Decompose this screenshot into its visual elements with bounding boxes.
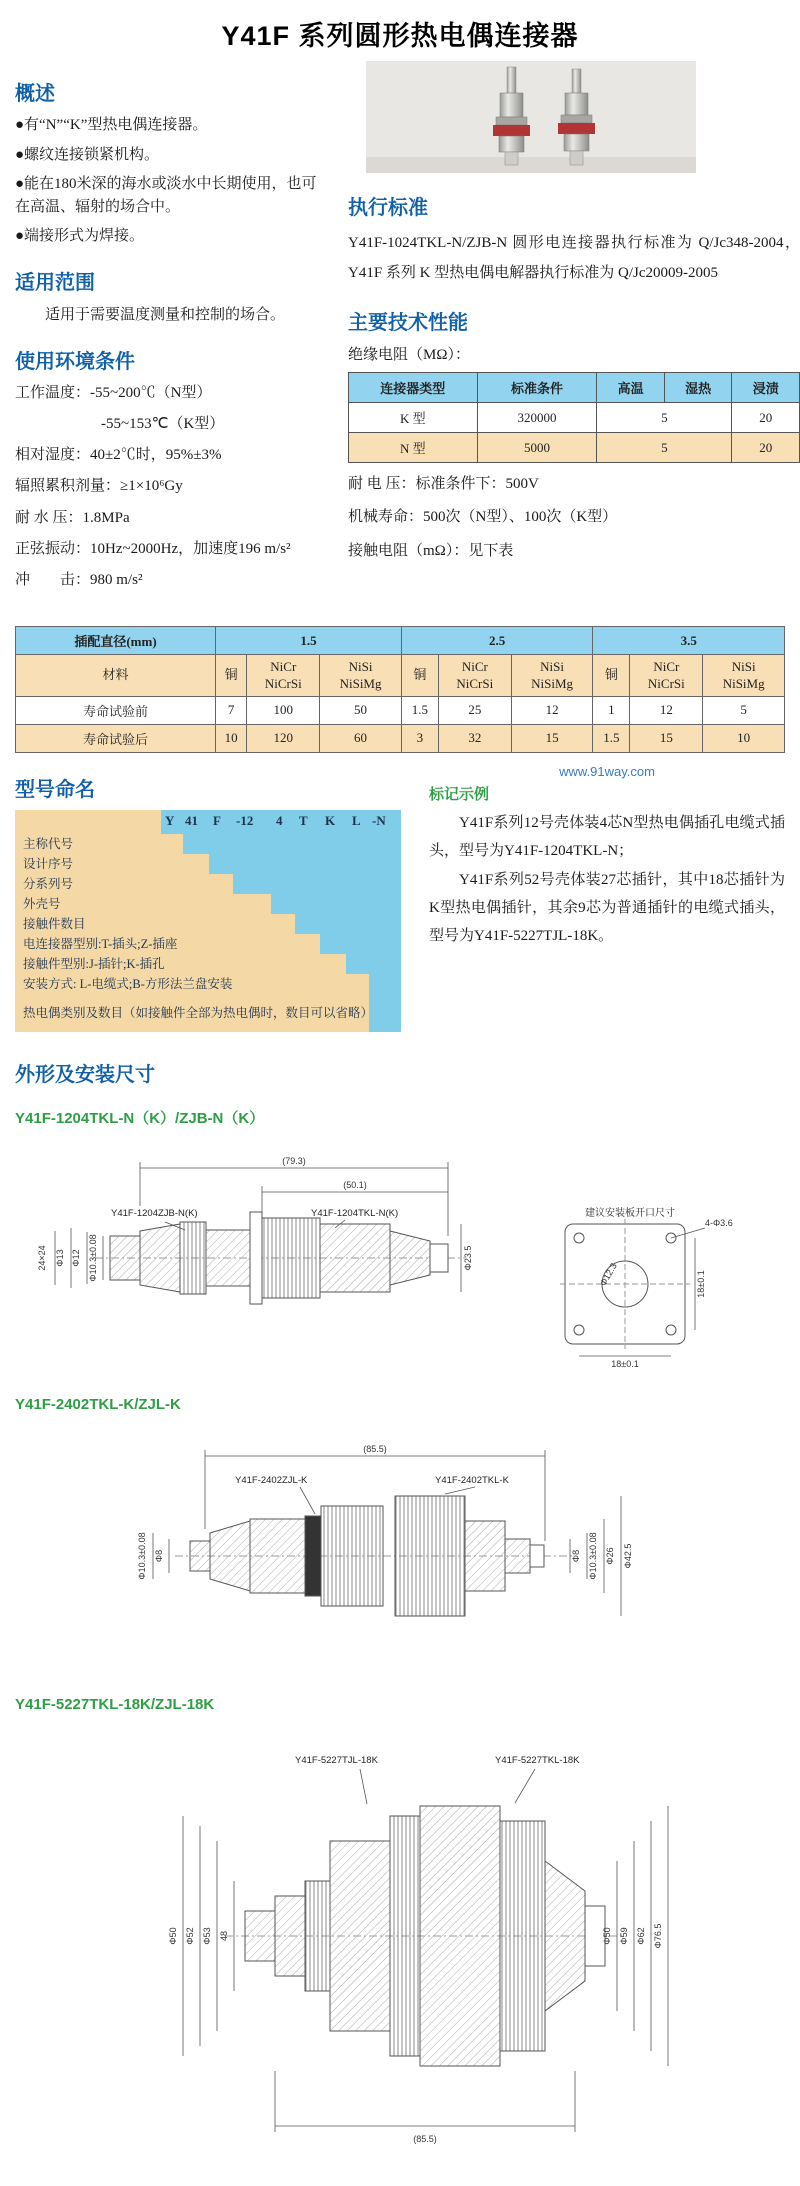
technical-drawing-2402 bbox=[75, 1421, 695, 1671]
env-label: 冲 击： bbox=[15, 572, 91, 588]
model-naming-diagram bbox=[15, 810, 401, 1032]
diagram-label: 外壳号 bbox=[15, 894, 271, 914]
col-header: 浸渍 bbox=[732, 373, 800, 403]
cell: 50 bbox=[320, 696, 402, 724]
material-line: NiCr bbox=[653, 659, 680, 675]
code-char: -12 bbox=[236, 812, 254, 828]
panel-width-dim: 18±0.1 bbox=[611, 1358, 639, 1369]
connector-outline bbox=[175, 1496, 575, 1616]
right-dim: Φ76.5 bbox=[653, 1923, 663, 1949]
table-row bbox=[16, 724, 785, 752]
drawing-label-left: Y41F-5227TJL-18K bbox=[295, 1754, 378, 1766]
right-dim: Φ42.5 bbox=[623, 1543, 633, 1569]
cell: 12 bbox=[511, 696, 593, 724]
left-dim: Φ50 bbox=[168, 1927, 178, 1945]
cell: 3.5 bbox=[593, 627, 785, 655]
cell bbox=[511, 655, 593, 697]
standards-heading: 执行标准 bbox=[348, 197, 428, 219]
dim-overall: (85.5) bbox=[363, 1443, 387, 1454]
diagram-row bbox=[15, 854, 401, 874]
naming-diagram-column bbox=[15, 755, 415, 1032]
env-value: 980 m/s² bbox=[90, 572, 143, 588]
diagram-row bbox=[15, 954, 401, 974]
diagram-row bbox=[15, 894, 401, 914]
insulation-label: 绝缘电阻（MΩ）： bbox=[348, 347, 470, 363]
diagram-row bbox=[15, 874, 401, 894]
material-line: NiCr bbox=[461, 659, 488, 675]
cell: 20 bbox=[732, 403, 800, 433]
cell: 2.5 bbox=[401, 627, 593, 655]
cell: 材料 bbox=[16, 655, 216, 697]
cell: 寿命试验前 bbox=[16, 696, 216, 724]
left-dim: Φ8 bbox=[154, 1549, 164, 1562]
cell: 5 bbox=[597, 403, 732, 433]
cell: 15 bbox=[511, 724, 593, 752]
env-value: -55~153℃（K型） bbox=[101, 415, 225, 432]
drawing-block-2 bbox=[15, 1396, 785, 1676]
diagram-row bbox=[15, 974, 401, 994]
env-item bbox=[15, 413, 320, 436]
contact-resistance-table bbox=[15, 626, 785, 753]
table-material-row bbox=[16, 655, 785, 697]
cell: 插配直径(mm) bbox=[16, 627, 216, 655]
product-photo bbox=[366, 61, 696, 173]
cell: 100 bbox=[247, 696, 320, 724]
overview-bullet: ●有“N”“K”型热电偶连接器。 bbox=[15, 117, 208, 133]
cell: 10 bbox=[703, 724, 785, 752]
material-line: NiCrSi bbox=[264, 675, 302, 691]
material-line: NiSiMg bbox=[531, 675, 574, 691]
application-text: 适用于需要温度测量和控制的场合。 bbox=[45, 306, 286, 323]
drawing-subtitle: Y41F-2402TKL-K/ZJL-K bbox=[15, 1395, 181, 1413]
material-line: NiSiMg bbox=[339, 675, 382, 691]
panel-caption: 建议安装板开口尺寸 bbox=[585, 1207, 675, 1219]
cell: 寿命试验后 bbox=[16, 724, 216, 752]
diagram-bar bbox=[15, 810, 161, 834]
connector-outline bbox=[225, 1806, 625, 2066]
note-line: 耐 电 压：标准条件下：500V bbox=[348, 476, 539, 492]
table-header-row bbox=[16, 627, 785, 655]
environment-heading: 使用环境条件 bbox=[15, 350, 135, 373]
drawing-subtitle: Y41F-5227TKL-18K/ZJL-18K bbox=[15, 1695, 215, 1713]
panel-height-dim: 18±0.1 bbox=[696, 1270, 706, 1298]
note-line: 接触电阻（mΩ）：见下表 bbox=[348, 542, 514, 559]
drawing-label-right: Y41F-2402TKL-K bbox=[435, 1474, 509, 1486]
diagram-label: 接触件型别:J-插针;K-插孔 bbox=[15, 954, 346, 974]
dim-overall: (79.3) bbox=[282, 1155, 306, 1166]
overview-bullet: ●螺纹连接锁紧机构。 bbox=[15, 146, 160, 163]
drawing-block-3 bbox=[15, 1696, 785, 2156]
cell: 5 bbox=[703, 696, 785, 724]
note-line: 机械寿命：500次（N型）、100次（K型） bbox=[348, 509, 618, 526]
panel-hole-dim: 4-Φ3.6 bbox=[705, 1217, 733, 1228]
technical-drawing-5227 bbox=[105, 1721, 725, 2151]
page-title: Y41F 系列圆形热电偶连接器 bbox=[221, 21, 579, 51]
cell: 1 bbox=[593, 696, 630, 724]
insulation-table bbox=[348, 372, 800, 463]
diagram-label: 安装方式: L-电缆式;B-方形法兰盘安装 bbox=[15, 974, 369, 994]
drawing-label-left: Y41F-1204ZJB-N(K) bbox=[111, 1207, 198, 1219]
performance-heading: 主要技术性能 bbox=[348, 312, 468, 334]
cell: 1.5 bbox=[216, 627, 402, 655]
cell: 15 bbox=[630, 724, 703, 752]
right-dim: Φ8 bbox=[571, 1549, 581, 1562]
cell: 铜 bbox=[216, 655, 247, 697]
code-char: -N bbox=[372, 812, 386, 828]
env-value: 10Hz~2000Hz，加速度196 m/s² bbox=[90, 540, 291, 557]
left-dim: 24×24 bbox=[37, 1245, 47, 1271]
code-char: L bbox=[352, 812, 361, 828]
naming-section bbox=[15, 755, 785, 1032]
performance-notes bbox=[348, 473, 800, 563]
panel-center-dim: Φ12.3 bbox=[597, 1261, 619, 1288]
marking-example-column bbox=[415, 755, 785, 1032]
cell bbox=[247, 655, 320, 697]
code-char: F bbox=[213, 812, 221, 828]
code-row bbox=[15, 810, 401, 834]
connector-outline bbox=[95, 1212, 465, 1304]
cell: 1.5 bbox=[401, 696, 438, 724]
overview-bullet: ●能在180米深的海水或淡水中长期使用，也可在高温、辐射的场合中。 bbox=[15, 176, 317, 215]
cell: 32 bbox=[438, 724, 511, 752]
cell bbox=[703, 655, 785, 697]
col-header: 高温 bbox=[597, 373, 665, 403]
material-line: NiSi bbox=[540, 659, 564, 675]
right-dim: Φ23.5 bbox=[463, 1245, 473, 1271]
left-dim: Φ10.3±0.08 bbox=[88, 1234, 98, 1282]
material-line: NiSi bbox=[731, 659, 756, 675]
env-value: 40±2℃时，95%±3% bbox=[90, 447, 222, 463]
application-heading: 适用范围 bbox=[15, 271, 95, 294]
drawing-block-1 bbox=[15, 1107, 785, 1376]
right-dim: Φ50 bbox=[602, 1927, 612, 1945]
env-item bbox=[15, 538, 320, 561]
diagram-label: 设计序号 bbox=[15, 854, 209, 874]
cell: 10 bbox=[216, 724, 247, 752]
technical-drawing-1204 bbox=[15, 1136, 785, 1371]
right-dim: Φ10.3±0.08 bbox=[588, 1532, 598, 1580]
cell: 1.5 bbox=[593, 724, 630, 752]
right-dim: Φ26 bbox=[605, 1547, 615, 1565]
env-label: 辐照累积剂量： bbox=[15, 478, 121, 495]
right-dim: Φ62 bbox=[636, 1927, 646, 1945]
top-columns bbox=[15, 59, 800, 600]
cell: 5 bbox=[597, 433, 732, 463]
diagram-label: 热电偶类别及数目（如接触件全部为热电偶时，数目可以省略） bbox=[15, 994, 369, 1032]
left-dim: Φ52 bbox=[185, 1927, 195, 1945]
left-dim: 48 bbox=[219, 1930, 229, 1941]
left-dim: Φ10.3±0.08 bbox=[137, 1532, 147, 1580]
code-char: K bbox=[325, 812, 336, 828]
drawing-label-right: Y41F-5227TKL-18K bbox=[495, 1754, 580, 1766]
drawing-subtitle: Y41F-1204TKL-N（K）/ZJB-N（K） bbox=[15, 1109, 265, 1127]
diagram-row bbox=[15, 994, 401, 1032]
env-label: 正弦振动： bbox=[15, 540, 91, 557]
code-char: 4 bbox=[276, 812, 283, 828]
watermark-link[interactable]: www.91way.com bbox=[559, 763, 655, 779]
cell: 3 bbox=[401, 724, 438, 752]
material-line: NiCrSi bbox=[647, 675, 685, 691]
dim-partial: (50.1) bbox=[343, 1179, 367, 1190]
watermark-line bbox=[429, 763, 785, 781]
col-header: 标准条件 bbox=[477, 373, 597, 403]
example-paragraph: Y41F系列12号壳体装4芯N型热电偶插孔电缆式插头，型号为Y41F-1204TKL-N； bbox=[429, 814, 785, 859]
overview-bullet: ●端接形式为焊接。 bbox=[15, 228, 145, 244]
diagram-label: 电连接器型别:T-插头;Z-插座 bbox=[15, 934, 320, 954]
material-line: NiCr bbox=[270, 659, 297, 675]
cell: 120 bbox=[247, 724, 320, 752]
standards-text: Y41F-1024TKL-N/ZJB-N 圆形电连接器执行标准为 Q/Jc348-2004，Y41F 系列 K 型热电偶电解器执行标准为 Q/Jc20009-2005 bbox=[348, 235, 800, 281]
right-dim: Φ59 bbox=[619, 1927, 629, 1945]
env-label: 工作温度： bbox=[15, 384, 91, 401]
table-row bbox=[16, 696, 785, 724]
diagram-label: 分系列号 bbox=[15, 874, 233, 894]
left-dim: Φ12 bbox=[71, 1249, 81, 1267]
cell: 5000 bbox=[477, 433, 597, 463]
cell: 铜 bbox=[401, 655, 438, 697]
col-header: 湿热 bbox=[664, 373, 732, 403]
table-row bbox=[349, 433, 800, 463]
env-value: ≥1×10⁶Gy bbox=[120, 478, 183, 495]
cell bbox=[438, 655, 511, 697]
code-char: 41 bbox=[185, 812, 198, 828]
code-char: T bbox=[299, 812, 308, 828]
cell: 12 bbox=[630, 696, 703, 724]
cell bbox=[630, 655, 703, 697]
cell: K 型 bbox=[349, 403, 478, 433]
right-column bbox=[320, 59, 800, 600]
naming-heading: 型号命名 bbox=[15, 778, 95, 801]
cell: 7 bbox=[216, 696, 247, 724]
env-label: 相对湿度： bbox=[15, 447, 91, 463]
env-item bbox=[15, 569, 320, 592]
env-value: -55~200℃（N型） bbox=[90, 384, 212, 401]
material-line: NiCrSi bbox=[456, 675, 494, 691]
left-dim: Φ53 bbox=[202, 1927, 212, 1945]
left-dim: Φ13 bbox=[55, 1249, 65, 1267]
mounting-panel bbox=[560, 1206, 733, 1369]
cell: 20 bbox=[732, 433, 800, 463]
material-line: NiSiMg bbox=[722, 675, 765, 691]
diagram-row bbox=[15, 934, 401, 954]
dim-overall: (85.5) bbox=[413, 2133, 437, 2144]
env-item bbox=[15, 382, 320, 405]
diagram-row bbox=[15, 834, 401, 854]
env-item bbox=[15, 444, 320, 467]
cell: 320000 bbox=[477, 403, 597, 433]
col-header: 连接器类型 bbox=[349, 373, 478, 403]
cell: 铜 bbox=[593, 655, 630, 697]
left-column bbox=[15, 59, 320, 600]
drawing-label-left: Y41F-2402ZJL-K bbox=[235, 1474, 308, 1486]
table-row bbox=[349, 403, 800, 433]
drawing-label-right: Y41F-1204TKL-N(K) bbox=[311, 1207, 399, 1219]
cell: 25 bbox=[438, 696, 511, 724]
env-value: 1.8MPa bbox=[82, 509, 130, 526]
example-heading: 标记示例 bbox=[429, 785, 490, 803]
overview-heading: 概述 bbox=[15, 83, 55, 105]
env-item bbox=[15, 475, 320, 498]
material-line: NiSi bbox=[348, 659, 373, 675]
cell: 60 bbox=[320, 724, 402, 752]
cell bbox=[320, 655, 402, 697]
cell: N 型 bbox=[349, 433, 478, 463]
dimensions-heading: 外形及安装尺寸 bbox=[15, 1063, 155, 1086]
diagram-label: 接触件数目 bbox=[15, 914, 295, 934]
env-item bbox=[15, 507, 320, 530]
diagram-row bbox=[15, 914, 401, 934]
diagram-label: 主称代号 bbox=[15, 834, 183, 854]
insulation-header-row bbox=[349, 373, 800, 403]
code-char: Y bbox=[165, 812, 175, 828]
example-paragraph: Y41F系列52号壳体装27芯插针，其中18芯插针为K型热电偶插针，其余9芯为普通插针的电缆式插头，型号为Y41F-5227TJL-18K。 bbox=[429, 872, 785, 944]
env-label: 耐 水 压： bbox=[15, 509, 83, 526]
